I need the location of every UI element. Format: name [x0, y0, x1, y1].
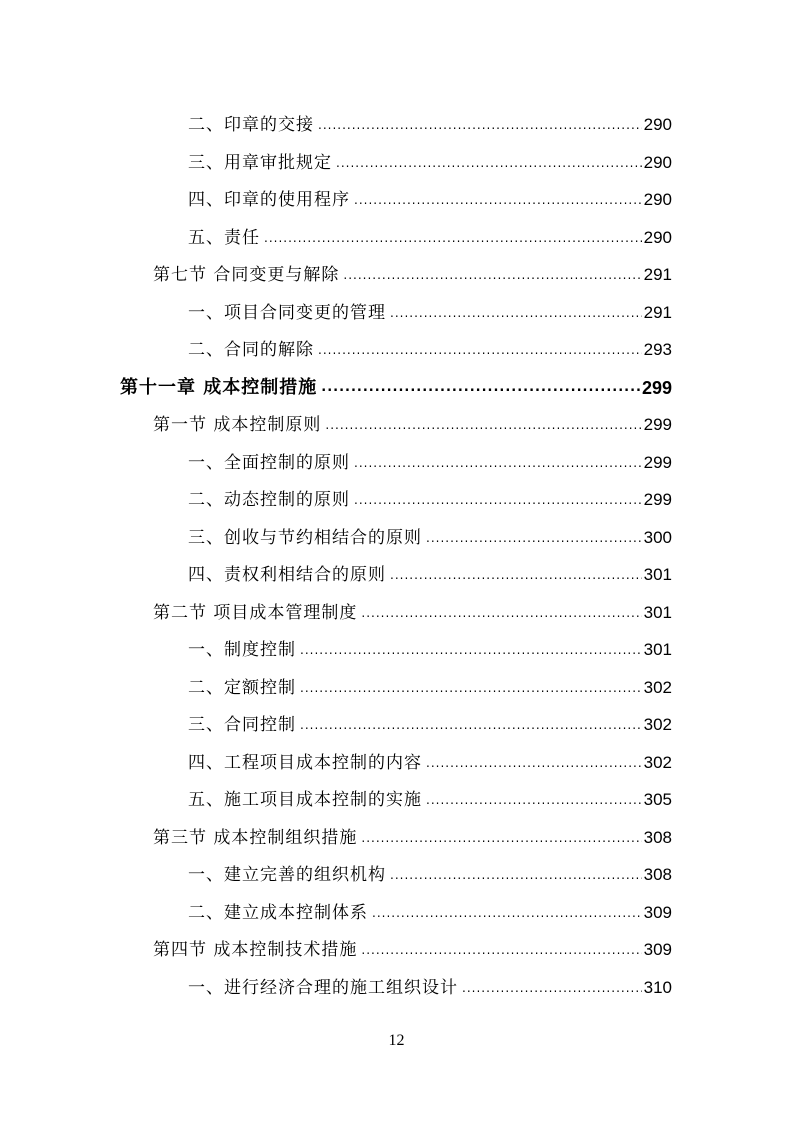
- toc-entry[interactable]: [188, 324, 672, 361]
- toc-dot-leader: [354, 454, 642, 474]
- toc-dot-leader: [300, 641, 642, 661]
- toc-entry[interactable]: [188, 287, 672, 324]
- toc-entry-page: 309: [643, 902, 672, 922]
- toc-entry-title: 第四节 成本控制技术措施: [153, 940, 358, 960]
- toc-entry[interactable]: [153, 399, 672, 436]
- toc-dot-leader: [354, 191, 642, 211]
- toc-dot-leader: [318, 341, 642, 361]
- toc-entry-title: 三、用章审批规定: [188, 152, 332, 173]
- toc-dot-leader: [361, 941, 641, 961]
- toc-entry-page: 290: [643, 115, 672, 134]
- toc-entry-title: 一、全面控制的原则: [188, 452, 350, 473]
- toc-entry-title: 三、创收与节约相结合的原则: [188, 527, 422, 548]
- toc-dot-leader: [361, 604, 641, 624]
- toc-entry[interactable]: [153, 587, 672, 624]
- toc-dot-leader: [372, 904, 642, 924]
- toc-entry[interactable]: [188, 512, 672, 549]
- toc-dot-leader: [264, 229, 642, 249]
- toc-entry-page: 301: [643, 640, 672, 659]
- toc-entry-page: 305: [643, 790, 672, 809]
- toc-entry-title: 二、建立成本控制体系: [188, 902, 368, 923]
- toc-entry-title: 四、责权利相结合的原则: [188, 565, 386, 585]
- toc-entry-title: 二、动态控制的原则: [188, 490, 350, 510]
- toc-entry-page: 301: [643, 565, 672, 584]
- toc-entry-title: 第二节 项目成本管理制度: [153, 602, 358, 623]
- toc-dot-leader: [462, 979, 642, 999]
- toc-entry[interactable]: [188, 699, 672, 736]
- toc-dot-leader: [354, 491, 642, 511]
- toc-dot-leader: [390, 866, 642, 886]
- toc-entry-title: 一、制度控制: [188, 640, 296, 660]
- toc-entry-title: 第一节 成本控制原则: [153, 415, 322, 435]
- toc-entry-title: 五、施工项目成本控制的实施: [188, 790, 422, 810]
- toc-entry[interactable]: [188, 662, 672, 699]
- toc-entry-title: 一、进行经济合理的施工组织设计: [188, 977, 458, 998]
- toc-dot-leader: [321, 379, 640, 399]
- toc-entry-page: 302: [643, 752, 672, 772]
- toc-entry-title: 第三节 成本控制组织措施: [153, 827, 358, 848]
- toc-dot-leader: [426, 754, 642, 774]
- toc-entry-page: 299: [643, 415, 672, 434]
- toc-dot-leader: [361, 829, 641, 849]
- toc-entry[interactable]: [188, 887, 672, 924]
- toc-entry[interactable]: [188, 849, 672, 886]
- toc-dot-leader: [390, 304, 642, 324]
- toc-entry-page: 300: [643, 527, 672, 547]
- toc-dot-leader: [426, 529, 642, 549]
- toc-entry[interactable]: [188, 737, 672, 774]
- toc-entry-page: 290: [643, 190, 672, 209]
- toc-entry[interactable]: [188, 624, 672, 661]
- toc-dot-leader: [300, 716, 642, 736]
- toc-entry-page: 309: [643, 940, 672, 959]
- toc-entry-page: 293: [643, 340, 672, 359]
- toc-entry[interactable]: [120, 362, 672, 399]
- toc-entry[interactable]: [188, 174, 672, 211]
- toc-dot-leader: [336, 154, 642, 174]
- toc-entry[interactable]: [153, 812, 672, 849]
- toc-entry-title: 一、项目合同变更的管理: [188, 302, 386, 323]
- toc-entry-title: 二、定额控制: [188, 677, 296, 698]
- toc-dot-leader: [426, 791, 642, 811]
- toc-entry[interactable]: [153, 924, 672, 961]
- toc-entry-title: 第七节 合同变更与解除: [153, 265, 340, 285]
- toc-entry[interactable]: [188, 962, 672, 999]
- toc-entry[interactable]: [153, 249, 672, 286]
- toc-dot-leader: [390, 566, 642, 586]
- toc-entry-page: 308: [643, 865, 672, 884]
- toc-entry-page: 299: [643, 452, 672, 472]
- toc-entry-page: 302: [643, 677, 672, 697]
- toc-entry[interactable]: [188, 137, 672, 174]
- toc-dot-leader: [325, 416, 641, 436]
- toc-entry-page: 299: [641, 377, 672, 398]
- toc-entry-page: 299: [643, 490, 672, 509]
- toc-entry-page: 290: [643, 152, 672, 172]
- toc-entry[interactable]: [188, 212, 672, 249]
- toc-dot-leader: [300, 679, 642, 699]
- toc-entry-title: 四、工程项目成本控制的内容: [188, 752, 422, 773]
- toc-dot-leader: [318, 116, 642, 136]
- toc-entry[interactable]: [188, 437, 672, 474]
- toc-entry-title: 三、合同控制: [188, 715, 296, 735]
- toc-entry-title: 二、印章的交接: [188, 115, 314, 135]
- toc-entry-page: 290: [643, 227, 672, 247]
- toc-entry-title: 一、建立完善的组织机构: [188, 865, 386, 885]
- toc-entry-page: 301: [643, 602, 672, 622]
- toc-dot-leader: [343, 266, 641, 286]
- toc-entry[interactable]: [188, 474, 672, 511]
- toc-entry[interactable]: [188, 774, 672, 811]
- toc-entry-page: 308: [643, 827, 672, 847]
- page-number: 12: [388, 1032, 405, 1049]
- toc-entry-title: 五、责任: [188, 227, 260, 248]
- toc-entry-page: 291: [643, 265, 672, 284]
- toc-entry-title: 四、印章的使用程序: [188, 190, 350, 210]
- toc-entry-page: 291: [643, 302, 672, 322]
- toc-entry-title: 二、合同的解除: [188, 340, 314, 360]
- toc-entry-page: 310: [643, 977, 672, 997]
- toc-entry[interactable]: [188, 99, 672, 136]
- toc-entry-page: 302: [643, 715, 672, 734]
- toc-entry[interactable]: [188, 549, 672, 586]
- toc-entry-title: 第十一章 成本控制措施: [120, 376, 318, 398]
